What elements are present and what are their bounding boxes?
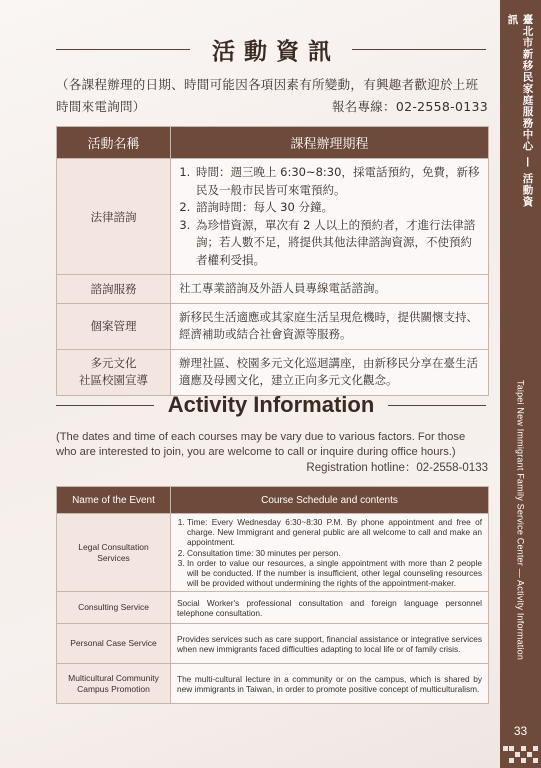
event-name-line1: 多元文化 <box>90 356 137 370</box>
section-title-zh <box>56 32 486 66</box>
event-name-line2: 社區校園宣導 <box>79 373 148 387</box>
table-row <box>57 624 489 664</box>
sidebar-title-en: Taipei New Immigrant Family Service Center — Activity Information <box>515 380 526 661</box>
header-schedule: Course Schedule and contents <box>171 487 489 514</box>
intro-en <box>56 430 488 476</box>
table-header-row <box>57 487 489 514</box>
header-event-name: 活動名稱 <box>57 127 171 159</box>
activity-table-en <box>56 486 489 704</box>
table-row <box>57 303 489 349</box>
event-name-line2: Campus Promotion <box>77 683 150 694</box>
table-row <box>57 514 489 592</box>
section-title-en <box>56 388 486 422</box>
title-rule-left <box>56 405 154 406</box>
event-details: The multi-cultural lecture in a community or on the campus, which is shared by new immigrants in Taiwan, in order to promote positive concept of multiculturalism. <box>171 664 489 704</box>
sidebar-title-zh: 臺北市新移民家庭服務中心 — 活動資訊 <box>506 14 534 208</box>
detail-item: 1. 時間：週三晚上 6:30~8:30，採電話預約，免費，新移民及一般市民皆可來電預約。 <box>194 164 480 199</box>
event-details: 新移民生活適應或其家庭生活呈現危機時，提供關懷支持、經濟補助或結合社會資源等服務。 <box>171 303 489 349</box>
event-details <box>171 159 489 275</box>
event-details: Social Worker's professional consultation and foreign language personnel telephone consultation. <box>171 592 489 624</box>
event-name: 法律諮詢 <box>57 159 171 275</box>
intro-zh <box>56 74 488 118</box>
event-details: 辦理社區、校園多元文化巡迴講座，由新移民分享在臺生活適應及母國文化，建立正向多元文化觀念。 <box>171 349 489 395</box>
event-details <box>171 514 489 592</box>
detail-item: 3. In order to value our resources, a single appointment with more than 2 people will be conducted. If the number is insufficient, other legal counseling resources will be provided without undermining the rights of the appointment-maker. <box>187 558 482 589</box>
table-row <box>57 592 489 624</box>
activity-table-zh <box>56 126 489 396</box>
event-name: 個案管理 <box>57 303 171 349</box>
event-name <box>57 514 171 592</box>
table-row <box>57 664 489 704</box>
table-row <box>57 159 489 275</box>
event-name-line2: Services <box>97 552 130 563</box>
event-name: 諮詢服務 <box>57 275 171 304</box>
intro-text-zh: （各課程辦理的日期、時間可能因各項因素有所變動，有興趣者歡迎於上班時間來電詢問） <box>56 77 479 114</box>
header-event-name: Name of the Event <box>57 487 171 514</box>
page-title-zh: 活動資訊 <box>212 38 340 65</box>
detail-item: 1. Time: Every Wednesday 6:30~8:30 P.M. By phone appointment and free of charge. New Immigrant and general public are all welcome to call and make an appointment. <box>187 517 482 548</box>
title-rule-left <box>56 49 190 50</box>
event-name-line1: Multicultural Community <box>68 672 159 683</box>
corner-decoration <box>503 742 538 766</box>
detail-item: 3. 為珍惜資源，單次有 2 人以上的預約者，才進行法律諮詢；若人數不足，將提供其他法律諮詢資源，不使預約者權利受損。 <box>194 217 480 270</box>
event-name-line1: Legal Consultation <box>78 541 149 552</box>
event-name: Personal Case Service <box>57 624 171 664</box>
table-row <box>57 275 489 304</box>
title-rule-right <box>388 405 486 406</box>
header-schedule: 課程辦理期程 <box>171 127 489 159</box>
event-details: 社工專業諮詢及外語人員專線電話諮詢。 <box>171 275 489 304</box>
title-rule-right <box>352 49 486 50</box>
event-name <box>57 664 171 704</box>
sidebar <box>500 0 541 768</box>
page-number: 33 <box>513 724 528 738</box>
detail-item: 2. 諮詢時間：每人 30 分鐘。 <box>194 199 480 217</box>
table-header-row <box>57 127 489 159</box>
page-title-en: Activity Information <box>167 392 375 417</box>
hotline-en: Registration hotline：02-2558-0133 <box>306 462 488 474</box>
event-name: Consulting Service <box>57 592 171 624</box>
event-details: Provides services such as care support, financial assistance or integrative services when new immigrants faced difficulties adapting to local life or of family crisis. <box>171 624 489 664</box>
intro-text-en: (The dates and time of each courses may be vary due to various factors. For those who are interested to join, you are welcome to call or inquire during office hours.) <box>56 431 466 458</box>
hotline-zh: 報名專線：02-2558-0133 <box>331 99 488 114</box>
detail-item: 2. Consultation time: 30 minutes per person. <box>187 548 482 558</box>
